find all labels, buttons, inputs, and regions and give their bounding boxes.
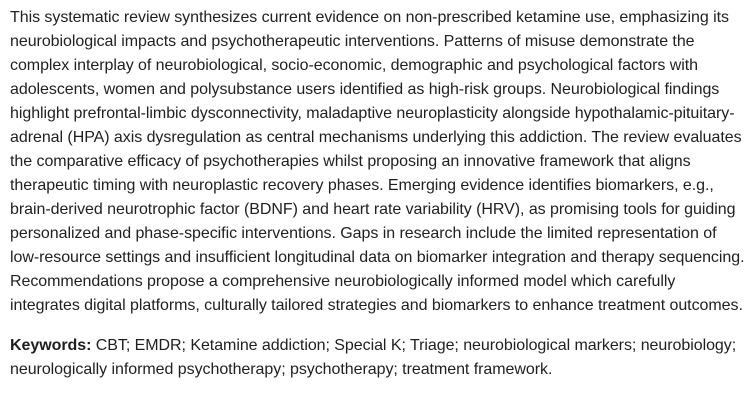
keywords-label: Keywords: xyxy=(10,337,92,354)
keywords-text: CBT; EMDR; Ketamine addiction; Special K; Triage; neurobiological markers; neurobiology; neurologically informed psychotherapy; psychotherapy; treatment framework. xyxy=(10,337,737,378)
abstract-text: This systematic review synthesizes current evidence on non-prescribed ketamine use, emphasizing its neurobiological impacts and psychotherapeutic interventions. Patterns of misuse demonstrate the complex interplay of neurobiological, socio-economic, demographic and psychological factors with adolescents, women and polysubstance users identified as high-risk groups. Neurobiological findings highlight prefrontal-limbic dysconnectivity, maladaptive neuroplasticity alongside hypothalamic-pituitary-adrenal (HPA) axis dysregulation as central mechanisms underlying this addiction. The review evaluates the comparative efficacy of psychotherapies whilst proposing an innovative framework that aligns therapeutic timing with neuroplastic recovery phases. Emerging evidence identifies biomarkers, e.g., brain-derived neurotrophic factor (BDNF) and heart rate variability (HRV), as promising tools for guiding personalized and phase-specific interventions. Gaps in research include the limited representation of low-resource settings and insufficient longitudinal data on biomarker integration and therapy sequencing. Recommendations propose a comprehensive neurobiologically informed model which carefully integrates digital platforms, culturally tailored strategies and biomarkers to enhance treatment outcomes. xyxy=(10,9,745,314)
keywords-line xyxy=(10,334,745,382)
abstract-section xyxy=(10,6,745,382)
